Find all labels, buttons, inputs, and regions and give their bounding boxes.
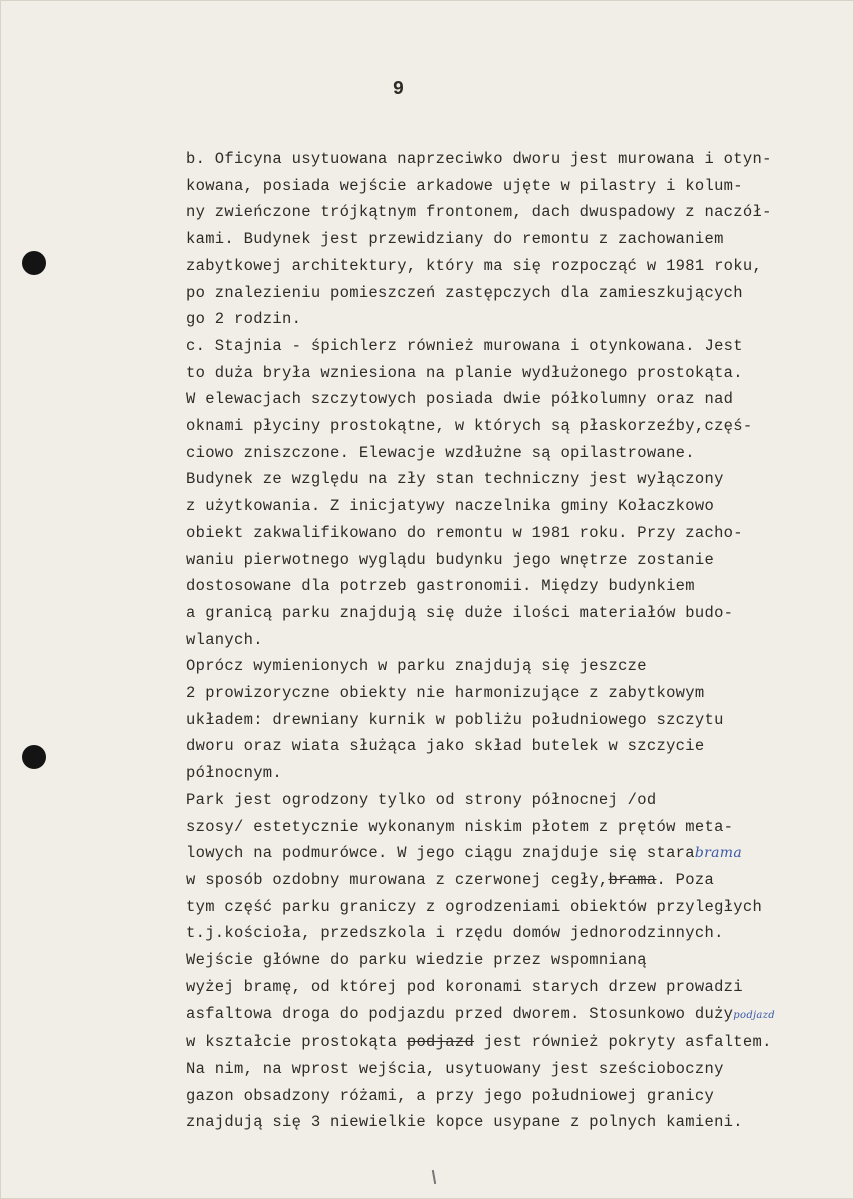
text-line: kowana, posiada wejście arkadowe ujęte w pilastry i kolum- bbox=[186, 176, 743, 195]
text-line: po znalezieniu pomieszczeń zastępczych dla zamieszkujących bbox=[186, 283, 743, 302]
text-fragment: . Poza bbox=[656, 870, 715, 889]
text-line: waniu pierwotnego wyglądu budynku jego wnętrze zostanie bbox=[186, 550, 715, 569]
text-line: północnym. bbox=[186, 764, 283, 783]
text-line: z użytkowania. Z inicjatywy naczelnika gminy Kołaczkowo bbox=[186, 497, 715, 516]
text-line: dworu oraz wiata służąca jako skład butelek w szczycie bbox=[186, 737, 705, 756]
text-line: a granicą parku znajdują się duże ilości materiałów budo- bbox=[186, 603, 734, 622]
typed-text bbox=[186, 146, 846, 1136]
handwritten-insertion: brama bbox=[694, 845, 743, 862]
text-line: ny zwieńczone trójkątnym frontonem, dach dwuspadowy z naczół- bbox=[186, 203, 772, 222]
text-fragment: asfaltowa droga do podjazdu przed dworem. Stosunkowo duży bbox=[186, 1004, 734, 1023]
text-fragment: lowych na podmurówce. W jego ciągu znajduje się stara bbox=[186, 844, 695, 863]
text-line: W elewacjach szczytowych posiada dwie półkolumny oraz nad bbox=[186, 390, 734, 409]
text-line: wyżej bramę, od której pod koronami starych drzew prowadzi bbox=[186, 977, 743, 996]
text-line: wlanych. bbox=[186, 630, 263, 649]
text-line: Park jest ogrodzony tylko od strony północnej /od bbox=[186, 790, 657, 809]
text-line: gazon obsadzony różami, a przy jego południowej granicy bbox=[186, 1086, 715, 1105]
text-fragment: w kształcie prostokąta bbox=[186, 1033, 398, 1052]
text-fragment: jest również pokryty asfaltem. bbox=[474, 1033, 772, 1052]
text-line bbox=[186, 1001, 846, 1030]
text-line: c. Stajnia - śpichlerz również murowana i otynkowana. Jest bbox=[186, 336, 743, 355]
struck-word: brama bbox=[608, 870, 657, 889]
text-line bbox=[186, 840, 846, 867]
text-line: dostosowane dla potrzeb gastronomii. Między budynkiem bbox=[186, 577, 695, 596]
text-line: kami. Budynek jest przewidziany do remontu z zachowaniem bbox=[186, 230, 724, 249]
text-line: Wejście główne do parku wiedzie przez wspomnianą bbox=[186, 951, 647, 970]
struck-word: podjazd bbox=[406, 1033, 475, 1052]
text-line bbox=[186, 1029, 846, 1056]
handwritten-insertion: podjazd bbox=[733, 1009, 775, 1021]
text-line: go 2 rodzin. bbox=[186, 310, 302, 329]
text-line bbox=[186, 867, 846, 894]
punch-hole bbox=[22, 251, 46, 275]
text-line: Budynek ze względu na zły stan techniczny jest wyłączony bbox=[186, 470, 724, 489]
text-line: t.j.kościoła, przedszkola i rzędu domów jednorodzinnych. bbox=[186, 924, 724, 943]
text-line: oknami płyciny prostokątne, w których są płaskorzeźby,częś- bbox=[186, 417, 753, 436]
text-line: Oprócz wymienionych w parku znajdują się jeszcze bbox=[186, 657, 647, 676]
text-line: tym część parku graniczy z ogrodzeniami obiektów przyległych bbox=[186, 897, 763, 916]
text-fragment: w sposób ozdobny murowana z czerwonej cegły, bbox=[186, 870, 609, 889]
text-line: b. Oficyna usytuowana naprzeciwko dworu jest murowana i otyn- bbox=[186, 150, 772, 168]
text-line: to duża bryła wzniesiona na planie wydłużonego prostokąta. bbox=[186, 363, 743, 382]
text-line: ciowo zniszczone. Elewacje wzdłużne są opilastrowane. bbox=[186, 443, 695, 462]
text-line: zabytkowej architektury, który ma się rozpocząć w 1981 roku, bbox=[186, 256, 763, 275]
text-line: obiekt zakwalifikowano do remontu w 1981 roku. Przy zacho- bbox=[186, 523, 743, 542]
text-line: szosy/ estetycznie wykonanym niskim płotem z prętów meta- bbox=[186, 817, 734, 836]
punch-hole bbox=[22, 745, 46, 769]
text-line: układem: drewniany kurnik w pobliżu południowego szczytu bbox=[186, 710, 724, 729]
text-line: znajdują się 3 niewielkie kopce usypane z polnych kamieni. bbox=[186, 1113, 743, 1132]
text-line: Na nim, na wprost wejścia, usytuowany jest sześcioboczny bbox=[186, 1059, 724, 1078]
page-number: 9 bbox=[392, 78, 406, 100]
pencil-mark bbox=[432, 1170, 436, 1184]
text-line: 2 prowizoryczne obiekty nie harmonizujące z zabytkowym bbox=[186, 684, 705, 703]
